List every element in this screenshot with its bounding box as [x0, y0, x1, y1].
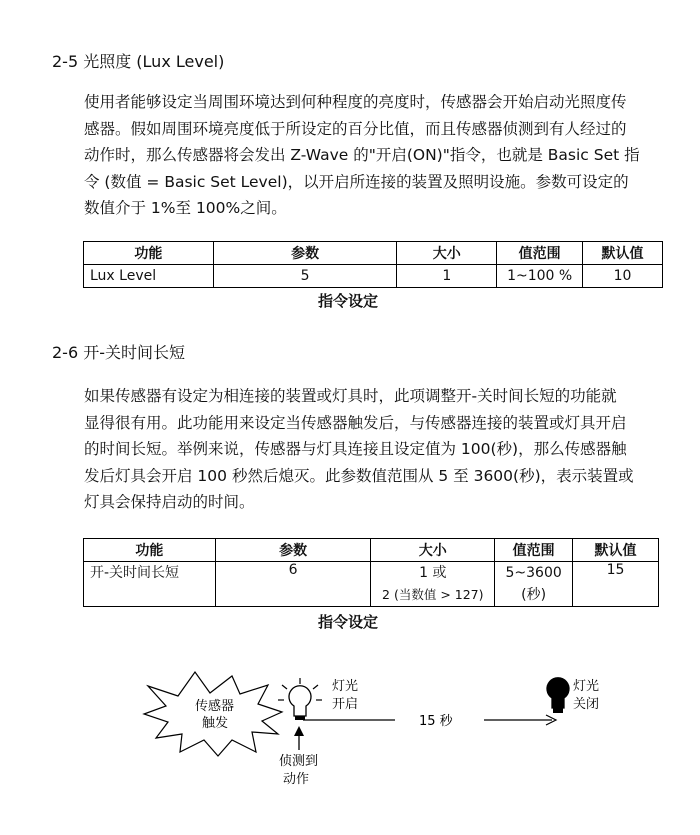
paragraph-line: 令 (数值 = Basic Set Level)，以开启所连接的装置及照明设施。参数可设定的 [84, 172, 629, 191]
range-value: 5~3600 [505, 565, 562, 581]
paragraph-line: 动作时，那么传感器将会发出 Z-Wave 的"开启(ON)"指令，也就是 Basic Set 指 [84, 146, 640, 164]
size-value: 1 或 [419, 565, 447, 581]
trigger-label: 触发 [202, 716, 229, 731]
table-cell: 5 [213, 265, 397, 288]
section-heading-on-off-duration: 2-6 开-关时间长短 [52, 343, 185, 362]
detect-label-line2: 动作 [283, 772, 310, 787]
light-on-label-line1: 灯光 [332, 679, 359, 694]
table-header: 参数 [213, 242, 397, 265]
sensor-trigger-burst-icon [144, 672, 282, 756]
table-cell [495, 562, 573, 607]
paragraph-line: 如果传感器有设定为相连接的装置或灯具时，此项调整开-关时间长短的功能就 [84, 387, 617, 405]
paragraph-line: 数值介于 1%至 100%之间。 [84, 199, 287, 217]
table-header: 值范围 [495, 539, 573, 562]
table-cell: Lux Level [84, 265, 214, 288]
paragraph-line: 发后灯具会开启 100 秒然后熄灭。此参数值范围从 5 至 3600(秒)，表示装置或 [84, 466, 634, 485]
table-cell: 15 [573, 562, 659, 607]
on-off-duration-description [84, 383, 660, 516]
timing-diagram [0, 660, 700, 820]
table-caption: 指令设定 [318, 292, 379, 310]
table-header: 大小 [371, 539, 495, 562]
duration-label: 15 秒 [419, 714, 453, 729]
light-off-label-line2: 关闭 [573, 697, 600, 712]
size-note: 2 (当数值 > 127) [382, 587, 484, 602]
table-row [84, 562, 659, 607]
table-caption: 指令设定 [318, 613, 379, 631]
up-arrow-icon [294, 726, 304, 736]
paragraph-line: 的时间长短。举例来说，传感器与灯具连接且设定值为 100(秒)，那么传感器触 [84, 440, 627, 458]
table-header: 值范围 [497, 242, 583, 265]
sensor-label: 传感器 [195, 699, 235, 714]
table-header-row [84, 539, 659, 562]
paragraph-line: 感器。假如周围环境亮度低于所设定的百分比值，而且传感器侦测到有人经过的 [84, 119, 627, 138]
paragraph-line: 显得很有用。此功能用来设定当传感器触发后，与传感器连接的装置或灯具开启 [84, 413, 627, 432]
lux-level-parameter-table [83, 241, 663, 288]
paragraph-line: 使用者能够设定当周围环境达到何种程度的亮度时，传感器会开始启动光照度传 [84, 93, 627, 111]
table-header: 默认值 [573, 539, 659, 562]
table-cell [371, 562, 495, 607]
table-cell: 开-关时间长短 [84, 562, 216, 607]
detect-label-line1: 侦测到 [279, 754, 319, 769]
table-cell: 6 [215, 562, 371, 607]
table-cell: 10 [583, 265, 663, 288]
on-off-duration-parameter-table [83, 538, 659, 607]
table-header: 默认值 [583, 242, 663, 265]
range-unit: (秒) [521, 587, 547, 603]
light-off-bulb-icon [547, 678, 569, 713]
paragraph-line: 灯具会保持启动的时间。 [84, 493, 255, 511]
light-off-label-line1: 灯光 [573, 679, 600, 694]
section-heading-lux-level: 2-5 光照度 (Lux Level) [52, 52, 225, 71]
lux-level-description [84, 89, 660, 222]
table-cell: 1~100 % [497, 265, 583, 288]
table-cell: 1 [397, 265, 497, 288]
table-header-row [84, 242, 663, 265]
table-header: 参数 [215, 539, 371, 562]
table-row [84, 265, 663, 288]
light-on-label-line2: 开启 [332, 697, 359, 712]
table-header: 功能 [84, 242, 214, 265]
light-on-bulb-icon [278, 678, 322, 720]
table-header: 功能 [84, 539, 216, 562]
table-header: 大小 [397, 242, 497, 265]
